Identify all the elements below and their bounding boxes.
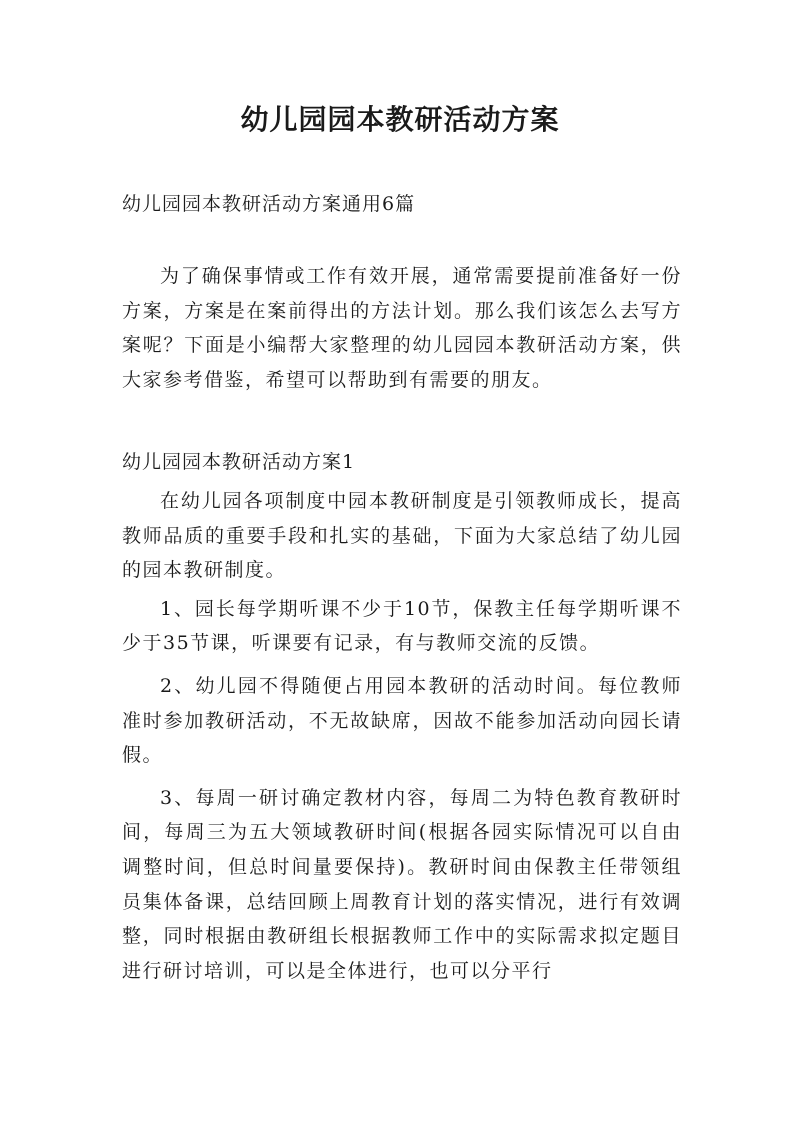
list-item-1: 1、园长每学期听课不少于10节，保教主任每学期听课不少于35节课，听课要有记录，有与教师交流的反馈。 [122, 597, 682, 655]
document-body [122, 259, 682, 988]
list-item-3: 3、每周一研讨确定教材内容，每周二为特色教育教研时间，每周三为五大领域教研时间(根据各园实际情况可以自由调整时间，但总时间量要保持)。教研时间由保教主任带领组员集体备课，总结回顾上周教育计划的落实情况，进行有效调整，同时根据由教研组长根据教师工作中的实际需求拟定题目进行研讨培训，可以是全体进行，也可以分平行 [122, 786, 682, 982]
document-subtitle: 幼儿园园本教研活动方案通用6篇 [122, 193, 416, 215]
intro-paragraph: 为了确保事情或工作有效开展，通常需要提前准备好一份方案，方案是在案前得出的方法计划。那么我们该怎么去写方案呢？下面是小编帮大家整理的幼儿园园本教研活动方案，供大家参考借鉴，希望可以帮助到有需要的朋友。 [122, 265, 682, 391]
list-item-2: 2、幼儿园不得随便占用园本教研的活动时间。每位教师准时参加教研活动，不无故缺席，因故不能参加活动向园长请假。 [122, 674, 682, 767]
section-intro-paragraph: 在幼儿园各项制度中园本教研制度是引领教师成长，提高教师品质的重要手段和扎实的基础，下面为大家总结了幼儿园的园本教研制度。 [122, 489, 682, 582]
section-heading: 幼儿园园本教研活动方案1 [122, 451, 356, 474]
document-title: 幼儿园园本教研活动方案 [240, 103, 560, 136]
